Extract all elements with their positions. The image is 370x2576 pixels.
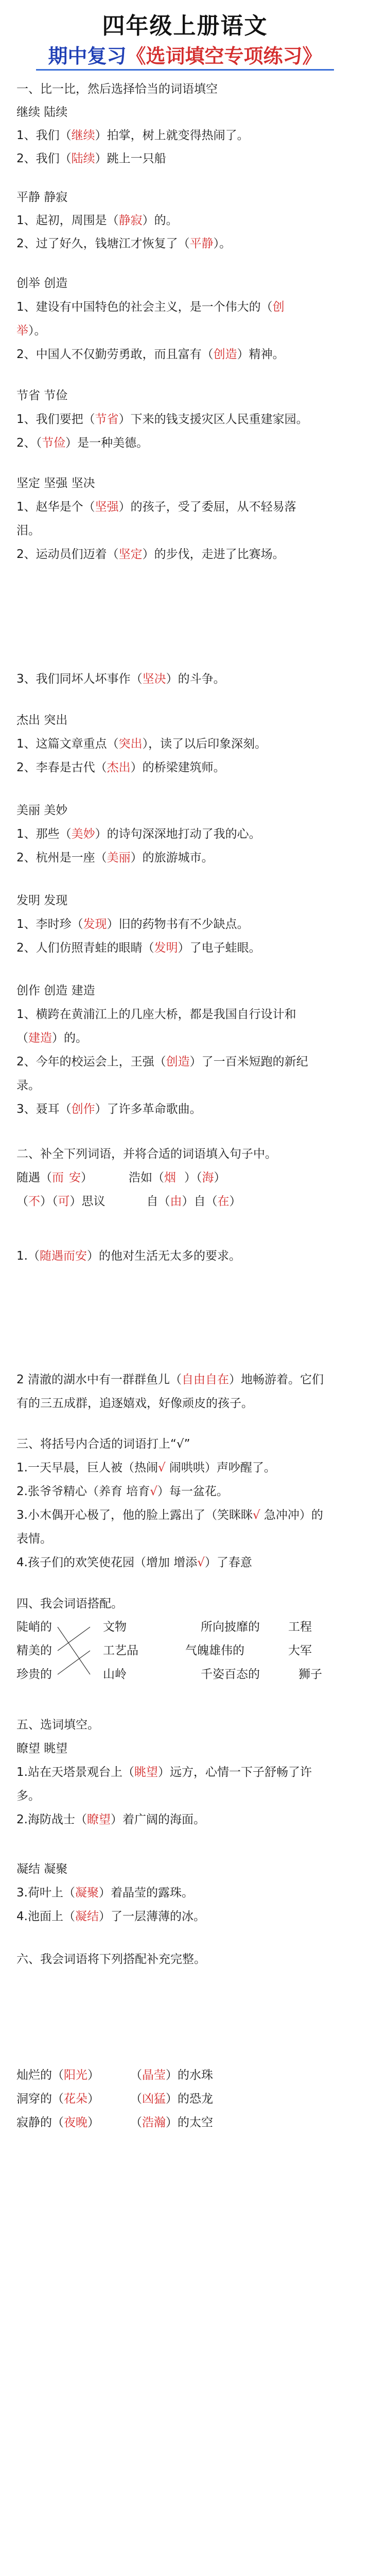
question-continued: 举）。 [16, 324, 46, 337]
matching-mid-left-col [103, 1618, 138, 1689]
match-item: 珍贵的 [16, 1668, 52, 1681]
answer: 烟 [164, 1171, 176, 1184]
answer: 由 [170, 1195, 182, 1208]
answer: 创造 [213, 348, 237, 361]
subtitle-underline [36, 69, 334, 71]
question: 1.站在天塔景观台上（眺望）远方，心情一下子舒畅了许 [16, 1766, 312, 1779]
question: 2、今年的校运会上，王强（创造）了一百米短跑的新纪 [16, 1055, 308, 1069]
question-continued: 多。 [16, 1789, 40, 1803]
question-continued: （建造）的。 [16, 1031, 87, 1045]
subtitle-prefix: 期中复习 [48, 45, 127, 67]
matching-right-col [288, 1618, 322, 1689]
answer: 杰出 [107, 761, 131, 774]
pair-row-3: 寂静的（夜晚） （浩瀚）的太空 [16, 2116, 213, 2129]
answer: 发现 [83, 918, 107, 931]
page-title: 四年级上册语文 [102, 13, 268, 39]
answer: 平静 [189, 237, 214, 250]
answer: 陆续 [71, 152, 95, 165]
question: 1.（随遇而安）的他对生活无太多的要求。 [16, 1249, 241, 1263]
match-item: 狮子 [298, 1668, 322, 1681]
group-6-words: 杰出 突出 [16, 714, 68, 727]
answer: 海 [202, 1171, 214, 1184]
answer: 眺望 [134, 1766, 158, 1779]
check-mark: √ [252, 1509, 260, 1522]
subtitle-highlight: 《选词填空专项练习》 [126, 45, 322, 67]
matching-left-col [16, 1618, 52, 1689]
answer: 坚强 [95, 500, 119, 514]
question: 3.荷叶上（凝聚）着晶莹的露珠。 [16, 1886, 193, 1900]
question: 1.一天早晨，巨人被（热闹√ 闹哄哄）声吵醒了。 [16, 1461, 276, 1475]
group-7-words: 美丽 美妙 [16, 804, 68, 817]
pair-row-1: 灿烂的（阳光） （晶莹）的水珠 [16, 2069, 213, 2082]
question: 1、我们（继续）拍掌，树上就变得热闹了。 [16, 129, 249, 142]
answer: 夜晚 [64, 2116, 87, 2129]
page-subtitle [0, 40, 370, 69]
match-line [58, 1651, 90, 1674]
match-item: 陡峭的 [16, 1620, 52, 1634]
answer: 美丽 [107, 851, 131, 865]
answer: 不 [28, 1195, 40, 1208]
section-6-heading: 六、我会词语将下列搭配补充完整。 [16, 1953, 206, 1966]
answer: 创造 [166, 1055, 190, 1069]
matching-mid-right-col [185, 1618, 260, 1689]
group-9-words: 创作 创造 建造 [16, 984, 95, 997]
match-line [58, 1627, 90, 1674]
question: 1、那些（美妙）的诗句深深地打动了我的心。 [16, 827, 261, 841]
answer: 凶猛 [142, 2092, 166, 2106]
question: 1、这篇文章重点（突出），读了以后印象深刻。 [16, 737, 267, 751]
answer: 建造 [28, 1031, 52, 1045]
question: 2、人们仿照青蛙的眼睛（发明）了电子蛙眼。 [16, 941, 261, 955]
question: 2 清澈的湖水中有一群群鱼儿（自由自在）地畅游着。它们 [16, 1373, 324, 1386]
answer: 凝结 [75, 1910, 99, 1923]
answer: 创作 [71, 1103, 95, 1116]
match-item: 文物 [103, 1620, 127, 1634]
answer: 节俭 [42, 436, 66, 450]
answer: 晶莹 [142, 2069, 166, 2082]
question: 2、杭州是一座（美丽）的旅游城市。 [16, 851, 214, 865]
question: 1、起初，周围是（静寂）的。 [16, 214, 178, 227]
match-item: 所向披靡的 [201, 1620, 260, 1634]
match-item: 气魄雄伟的 [185, 1644, 244, 1657]
question-continued: 表情。 [16, 1532, 52, 1546]
group-5-words: 坚定 坚强 坚决 [16, 477, 95, 490]
section-1-heading: 一、比一比，然后选择恰当的词语填空 [16, 82, 218, 96]
question: 1、李时珍（发现）旧的药物书有不少缺点。 [16, 918, 249, 931]
section-3-heading: 三、将括号内合适的词语打上“√” [16, 1437, 190, 1451]
question: 2、李春是古代（杰出）的桥梁建筑师。 [16, 761, 225, 774]
answer: 创 [272, 300, 285, 314]
question: 4.孩子们的欢笑使花园（增加 增添√）了春意 [16, 1556, 252, 1569]
question-continued: 有的三五成群，追逐嬉戏，好像顽皮的孩子。 [16, 1397, 253, 1410]
match-item: 工程 [288, 1620, 312, 1634]
answer: 花朵 [64, 2092, 87, 2106]
section-2-heading: 二、补全下列词语，并将合适的词语填入句子中。 [16, 1147, 277, 1161]
group-3-words: 创举 创造 [16, 277, 68, 290]
question: 3、我们同坏人坏事作（坚决）的斗争。 [16, 672, 225, 686]
question: 1、我们要把（节省）下来的钱支援灾区人民重建家园。 [16, 413, 308, 426]
question: 3.小木偶开心极了，他的脸上露出了（笑眯眯√ 急冲冲）的 [16, 1509, 323, 1522]
answer: 坚定 [118, 548, 143, 561]
answer: 美妙 [71, 827, 95, 841]
group-1-words: 继续 陆续 [16, 106, 68, 119]
idiom-row-2: （不）（可）思议 自（由）自（在） [16, 1195, 241, 1208]
question: 2.海防战士（瞭望）着广阔的海面。 [16, 1813, 205, 1826]
answer: 浩瀚 [142, 2116, 166, 2129]
match-item: 山岭 [103, 1668, 127, 1681]
answer: 举 [16, 324, 28, 337]
answer: 继续 [71, 129, 95, 142]
match-line [58, 1627, 90, 1651]
match-item: 千姿百态的 [201, 1668, 260, 1681]
answer: 自由自在 [181, 1373, 229, 1386]
pair-row-2: 洞穿的（花朵） （凶猛）的恐龙 [16, 2092, 213, 2106]
question: 1、建设有中国特色的社会主义，是一个伟大的（创 [16, 300, 285, 314]
answer: 瞭望 [86, 1813, 111, 1826]
question: 2、中国人不仅勤劳勇敢，而且富有（创造）精神。 [16, 348, 285, 361]
group-8-words: 发明 发现 [16, 894, 68, 907]
section-4-heading: 四、我会词语搭配。 [16, 1597, 123, 1611]
question: 2、我们（陆续）跳上一只船 [16, 152, 166, 165]
match-item: 工艺品 [103, 1644, 138, 1657]
group-4-words: 节省 节俭 [16, 389, 68, 402]
check-mark: √ [157, 1461, 166, 1475]
match-item: 大军 [288, 1644, 312, 1657]
question-continued: 泪。 [16, 524, 40, 537]
check-mark: √ [197, 1556, 205, 1569]
question: 3、聂耳（创作）了许多革命歌曲。 [16, 1103, 202, 1116]
question: 2、运动员们迈着（坚定）的步伐，走进了比赛场。 [16, 548, 285, 561]
question: 2、过了好久，钱塘江才恢复了（平静）。 [16, 237, 232, 250]
answer: 随遇而安 [39, 1249, 87, 1263]
group-2-words: 平静 静寂 [16, 191, 68, 204]
answer: 阳光 [64, 2069, 87, 2082]
idiom-row-1: 随遇（而 安） 浩如（烟 ）（海） [16, 1171, 226, 1184]
answer: 节省 [95, 413, 119, 426]
question: 2.张爷爷精心（养育 培育√）每一盆花。 [16, 1485, 228, 1498]
match-item: 精美的 [16, 1644, 52, 1657]
question: 2、（节俭）是一种美德。 [16, 436, 149, 450]
question: 4.池面上（凝结）了一层薄薄的冰。 [16, 1910, 205, 1923]
answer: 凝聚 [75, 1886, 99, 1900]
answer: 安 [69, 1171, 81, 1184]
check-mark: √ [150, 1485, 157, 1498]
answer: 在 [217, 1195, 230, 1208]
answer: 静寂 [118, 214, 143, 227]
question: 1、横跨在黄浦江上的几座大桥，都是我国自行设计和 [16, 1008, 296, 1021]
answer: 而 [52, 1171, 64, 1184]
answer: 可 [58, 1195, 70, 1208]
answer: 发明 [154, 941, 178, 955]
answer: 坚决 [142, 672, 166, 686]
question: 1、赵华是个（坚强）的孩子，受了委屈，从不轻易落 [16, 500, 296, 514]
answer: 突出 [118, 737, 143, 751]
question-continued: 录。 [16, 1079, 40, 1092]
group-1-words: 瞭望 眺望 [16, 1742, 68, 1755]
group-2-words: 凝结 凝聚 [16, 1862, 68, 1876]
section-5-heading: 五、选词填空。 [16, 1718, 99, 1732]
